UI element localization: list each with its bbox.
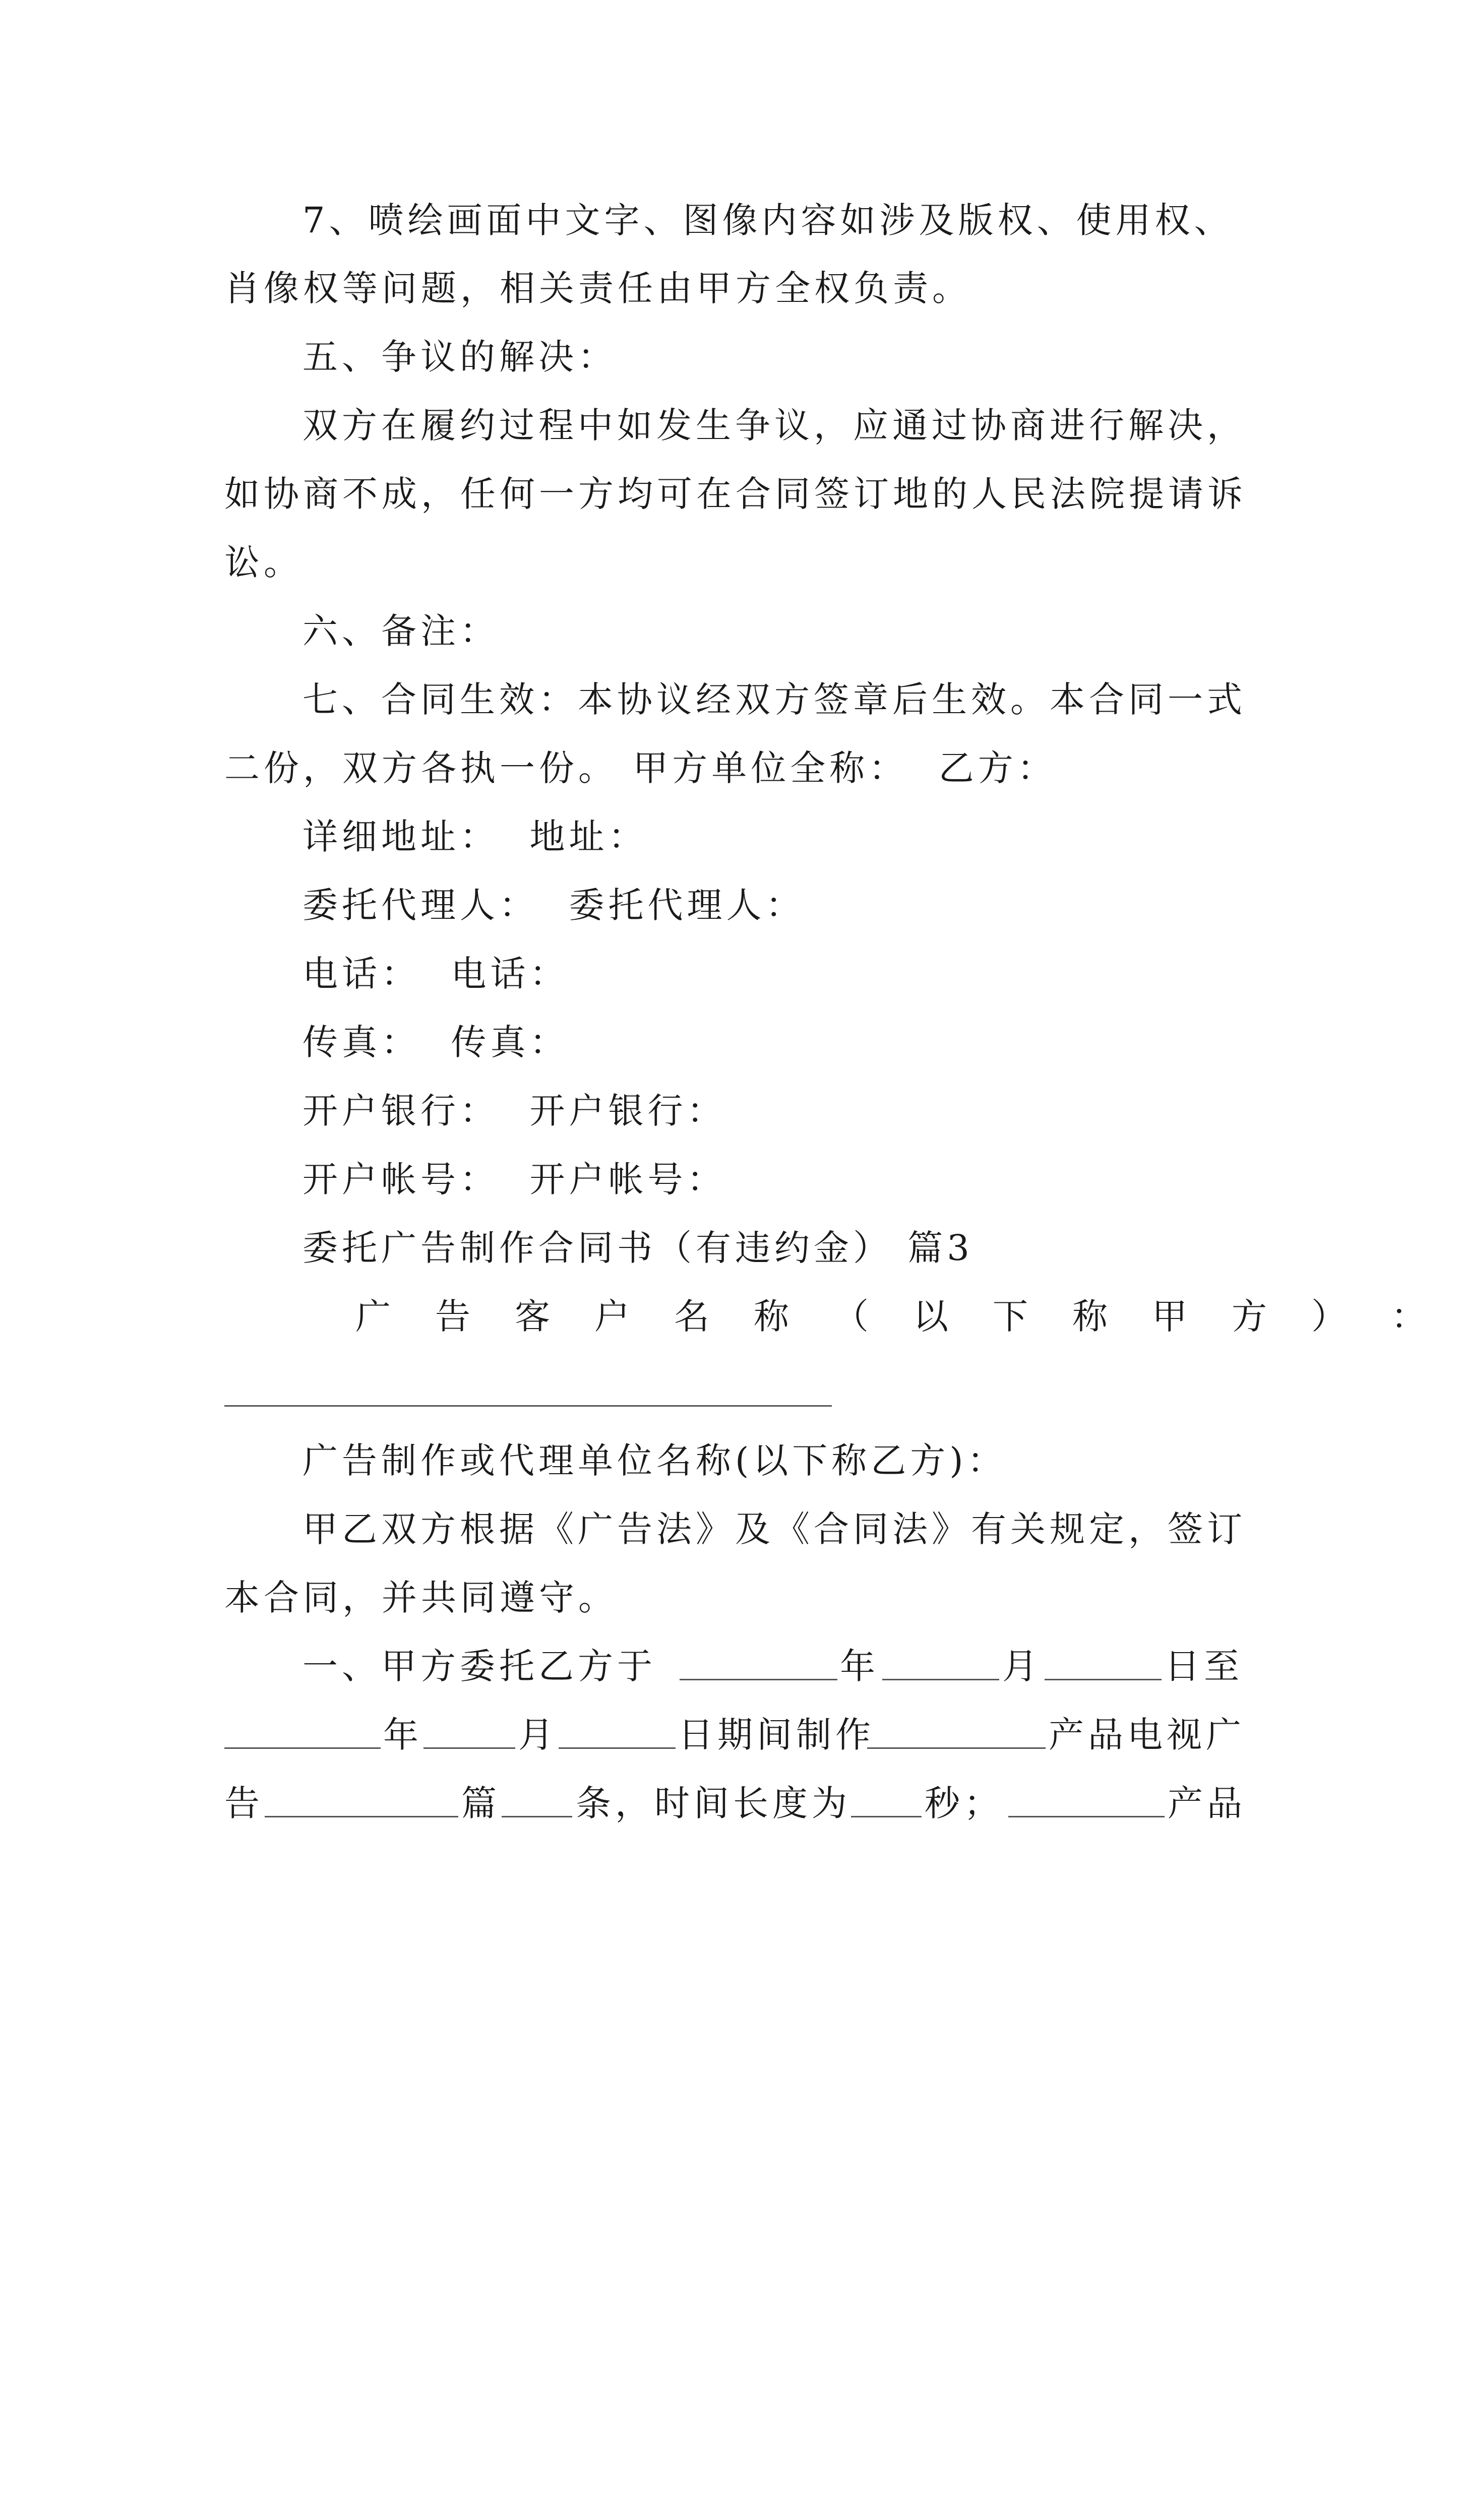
line-text: 告 [224, 1783, 264, 1824]
blank-underline [265, 1769, 458, 1838]
line-text: 双方在履约过程中如发生争议，应通过协商进行解决， [302, 405, 1246, 446]
spread-char: 方 [1232, 1296, 1267, 1337]
form-field-line [0, 871, 1459, 939]
form-field-line [0, 802, 1459, 871]
line-text: 广告制作或代理单位名称(以下称乙方)： [302, 1440, 1007, 1481]
line-text: 五、争议的解决： [302, 336, 617, 377]
line-text: 七、合同生效：本协议经双方签章后生效。本合同一式 [302, 679, 1246, 720]
paragraph-line [0, 1495, 1459, 1563]
blank-underline [851, 1769, 922, 1838]
line-text: 一、甲方委托乙方于 [302, 1646, 656, 1687]
paragraph-line [0, 1563, 1459, 1632]
spread-char: 客 [515, 1296, 550, 1337]
spread-char: 下 [993, 1296, 1028, 1337]
blank-underline [224, 1700, 381, 1769]
spread-char: 以 [913, 1296, 948, 1337]
line-text: 详细地址： 地址： [302, 816, 648, 857]
line-text: 二份，双方各执一份。 甲方单位全称： 乙方： [224, 747, 1057, 789]
blank-underline [882, 1632, 999, 1700]
clause-line [0, 1632, 1459, 1700]
form-field-line [0, 939, 1459, 1008]
line-text: 日期间制作 [678, 1714, 875, 1755]
spread-char: 告 [435, 1296, 470, 1337]
form-field-line [0, 1008, 1459, 1077]
spread-char: 户 [594, 1296, 630, 1337]
line-text: 7、喷绘画面中文字、图像内容如涉及版权、使用权、 [302, 200, 1234, 241]
section-heading [0, 323, 1459, 391]
paragraph-line [0, 665, 1459, 734]
line-text: 甲乙双方根据《广告法》及《合同法》有关规定，签订 [302, 1508, 1246, 1550]
paragraph-line [0, 528, 1459, 597]
line-text: 开户帐号： 开户帐号： [302, 1159, 726, 1200]
line-text: 条，时间长度为 [576, 1783, 851, 1824]
line-text: 开户银行： 开户银行： [302, 1090, 726, 1131]
line-text: 年 [383, 1714, 422, 1755]
line-text: 月 [518, 1714, 558, 1755]
blank-underline [423, 1700, 515, 1769]
spread-char: ： [1391, 1296, 1426, 1337]
line-text: 如协商不成，任何一方均可在合同签订地的人民法院提请诉 [224, 473, 1247, 515]
spread-char: 甲 [1152, 1296, 1187, 1337]
line-text: 日至 [1165, 1646, 1243, 1687]
paragraph-line [0, 186, 1459, 255]
spread-char: 称 [754, 1296, 789, 1337]
form-field-line [0, 1077, 1459, 1145]
spread-char: 名 [674, 1296, 709, 1337]
line-text: 秒； [925, 1783, 1003, 1824]
clause-line [0, 1700, 1459, 1769]
line-text: 委托广告制作合同书（有违约金） 篇3 [302, 1227, 974, 1269]
paragraph-line [0, 1426, 1459, 1495]
blank-underline [680, 1632, 837, 1700]
spread-char: 称 [1072, 1296, 1108, 1337]
section-heading [0, 597, 1459, 665]
line-text: 讼。 [224, 542, 303, 583]
client-name-line [0, 1282, 1459, 1351]
line-text: 六、备注： [302, 610, 499, 652]
paragraph-line [0, 734, 1459, 802]
blank-underline [867, 1700, 1046, 1769]
line-text: 本合同，并共同遵守。 [224, 1577, 618, 1618]
spread-char: （ [833, 1296, 869, 1337]
line-text: 产品 [1168, 1783, 1246, 1824]
blank-underline [1008, 1769, 1165, 1838]
spread-char: 广 [355, 1296, 391, 1337]
blank-underline [559, 1700, 676, 1769]
blank-underline [502, 1769, 572, 1838]
document-title [0, 1214, 1459, 1282]
clause-line [0, 1769, 1459, 1838]
line-text: 产品电视广 [1049, 1714, 1245, 1755]
line-text: 年 [840, 1646, 879, 1687]
line-text: 电话： 电话： [302, 953, 569, 994]
blank-underline [224, 1405, 832, 1407]
line-text: 传真： 传真： [302, 1022, 569, 1063]
line-text: 篇 [461, 1783, 501, 1824]
line-text: 月 [1002, 1646, 1042, 1687]
paragraph-line [0, 460, 1459, 528]
line-text: 肖像权等问题，相关责任由甲方全权负责。 [224, 268, 971, 309]
line-text: 委托代理人： 委托代理人： [302, 885, 805, 926]
paragraph-line [0, 391, 1459, 460]
blank-underline [1045, 1632, 1162, 1700]
paragraph-line [0, 254, 1459, 323]
form-field-line [0, 1145, 1459, 1214]
spread-char: ） [1311, 1296, 1347, 1337]
